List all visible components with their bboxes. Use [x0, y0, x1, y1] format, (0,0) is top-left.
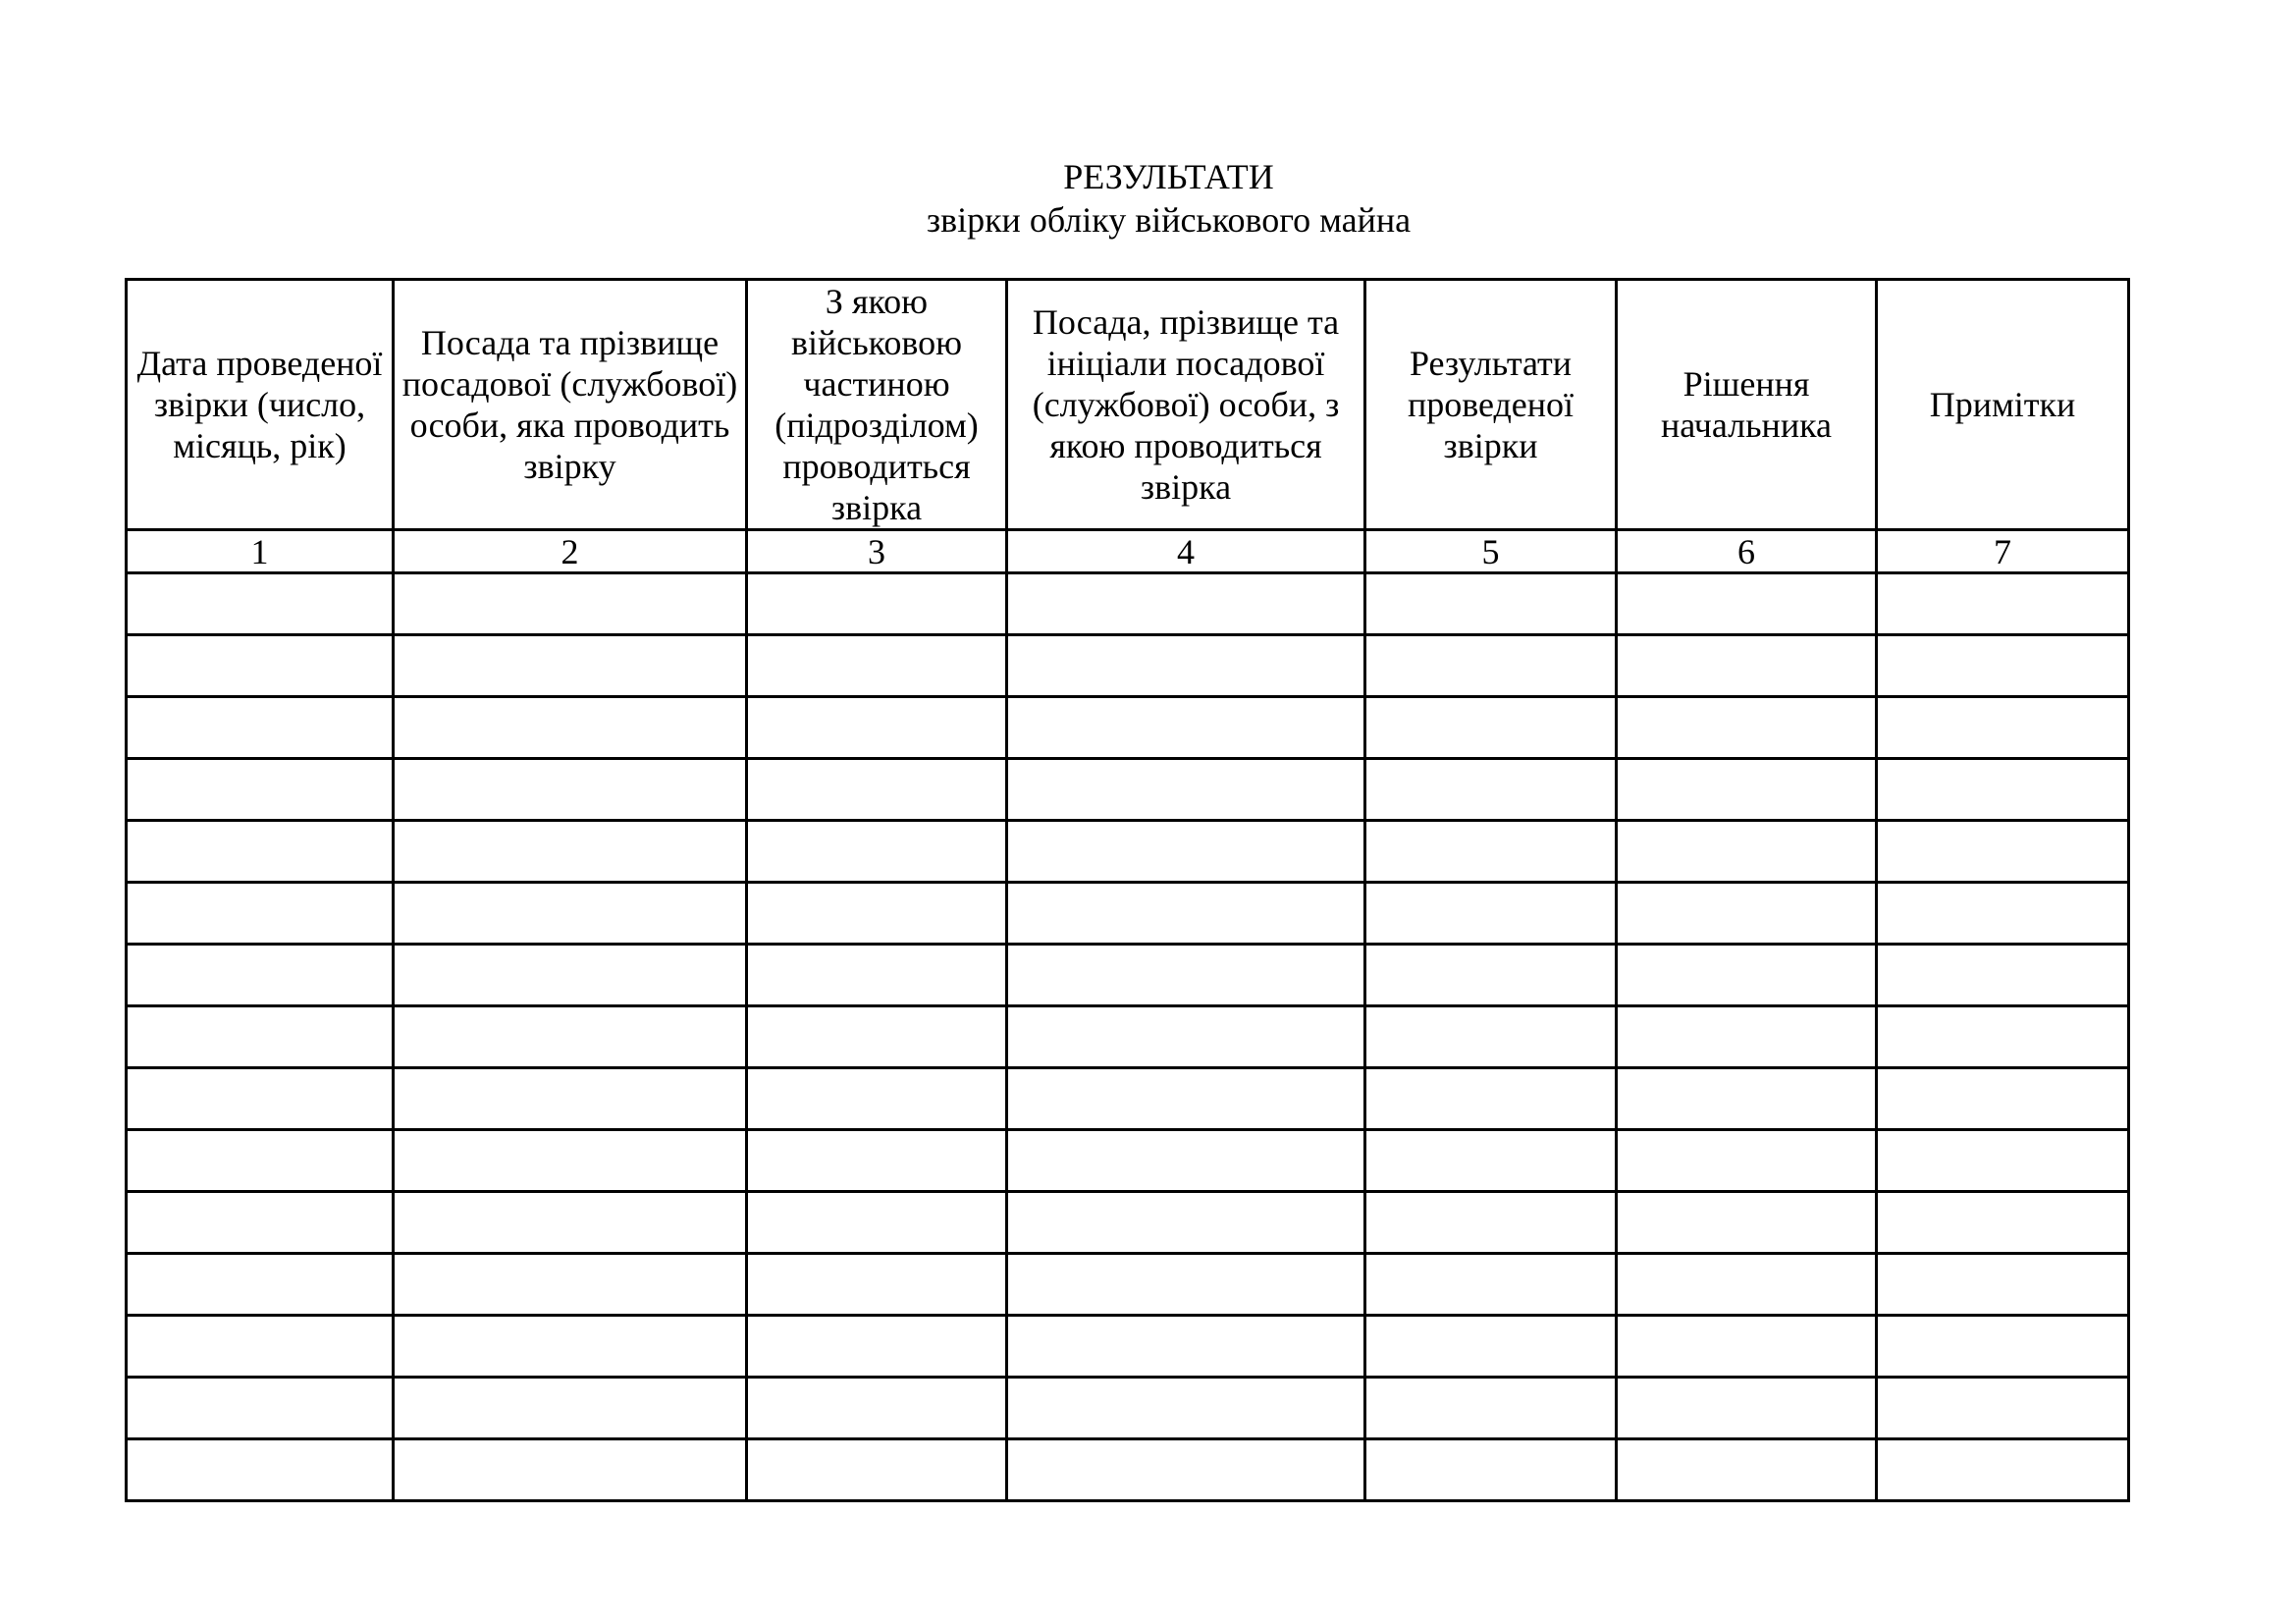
column-number: 5	[1365, 530, 1617, 573]
table-cell[interactable]	[1877, 635, 2129, 697]
table-row	[127, 1378, 2129, 1439]
table-cell[interactable]	[1877, 1130, 2129, 1192]
table-cell[interactable]	[747, 1192, 1007, 1254]
column-header-notes: Примітки	[1877, 280, 2129, 530]
table-cell[interactable]	[394, 1068, 747, 1130]
column-header-military-unit: З якою військовою частиною (підрозділом) проводиться звірка	[747, 280, 1007, 530]
table-cell[interactable]	[394, 1378, 747, 1439]
table-cell[interactable]	[747, 635, 1007, 697]
table-cell[interactable]	[747, 1316, 1007, 1378]
table-cell[interactable]	[1007, 883, 1365, 945]
table-cell[interactable]	[394, 883, 747, 945]
table-cell[interactable]	[1877, 1316, 2129, 1378]
table-row	[127, 697, 2129, 759]
table-cell[interactable]	[1877, 1378, 2129, 1439]
table-cell[interactable]	[394, 1439, 747, 1501]
table-cell[interactable]	[1007, 635, 1365, 697]
table-row	[127, 1316, 2129, 1378]
table-cell[interactable]	[747, 945, 1007, 1006]
table-cell[interactable]	[1007, 1254, 1365, 1316]
table-cell[interactable]	[1365, 1130, 1617, 1192]
table-row	[127, 1439, 2129, 1501]
table-cell[interactable]	[127, 697, 394, 759]
column-number: 7	[1877, 530, 2129, 573]
table-cell[interactable]	[394, 1006, 747, 1068]
table-row	[127, 883, 2129, 945]
table-cell[interactable]	[1617, 883, 1877, 945]
table-cell[interactable]	[1365, 945, 1617, 1006]
table-cell[interactable]	[747, 1068, 1007, 1130]
table-cell[interactable]	[747, 883, 1007, 945]
table-cell[interactable]	[127, 1316, 394, 1378]
table-cell[interactable]	[747, 1439, 1007, 1501]
table-cell[interactable]	[1877, 821, 2129, 883]
column-header-date: Дата проведеної звірки (число, місяць, рік)	[127, 280, 394, 530]
table-cell[interactable]	[127, 1378, 394, 1439]
table-cell[interactable]	[1877, 1254, 2129, 1316]
table-cell[interactable]	[1365, 697, 1617, 759]
table-cell[interactable]	[1007, 1378, 1365, 1439]
column-header-results: Результати проведеної звірки	[1365, 280, 1617, 530]
table-cell[interactable]	[747, 1130, 1007, 1192]
table-cell[interactable]	[394, 821, 747, 883]
table-cell[interactable]	[127, 945, 394, 1006]
table-cell[interactable]	[1365, 1378, 1617, 1439]
table-cell[interactable]	[127, 1439, 394, 1501]
table-cell[interactable]	[1877, 945, 2129, 1006]
table-cell[interactable]	[1365, 573, 1617, 635]
column-number: 6	[1617, 530, 1877, 573]
table-cell[interactable]	[1617, 1316, 1877, 1378]
table-cell[interactable]	[1007, 573, 1365, 635]
table-cell[interactable]	[127, 759, 394, 821]
table-cell[interactable]	[1877, 759, 2129, 821]
table-row	[127, 1130, 2129, 1192]
table-cell[interactable]	[1365, 1254, 1617, 1316]
table-cell[interactable]	[127, 635, 394, 697]
table-cell[interactable]	[1877, 1006, 2129, 1068]
table-cell[interactable]	[1617, 1439, 1877, 1501]
table-cell[interactable]	[1007, 759, 1365, 821]
table-cell[interactable]	[394, 1316, 747, 1378]
table-row	[127, 1068, 2129, 1130]
table-cell[interactable]	[1617, 635, 1877, 697]
table-cell[interactable]	[394, 945, 747, 1006]
table-cell[interactable]	[127, 1254, 394, 1316]
table-cell[interactable]	[1365, 1316, 1617, 1378]
column-header-counterpart-official: Посада, прізвище та ініціали посадової (службової) особи, з якою проводиться звірка	[1007, 280, 1365, 530]
table-cell[interactable]	[394, 1254, 747, 1316]
table-cell[interactable]	[127, 821, 394, 883]
table-cell[interactable]	[1007, 1006, 1365, 1068]
table-cell[interactable]	[747, 759, 1007, 821]
table-cell[interactable]	[394, 1192, 747, 1254]
table-cell[interactable]	[1365, 1006, 1617, 1068]
table-cell[interactable]	[1365, 759, 1617, 821]
table-cell[interactable]	[1007, 1068, 1365, 1130]
table-cell[interactable]	[1877, 573, 2129, 635]
table-row	[127, 945, 2129, 1006]
table-cell[interactable]	[1007, 1439, 1365, 1501]
table-cell[interactable]	[394, 1130, 747, 1192]
table-row	[127, 1254, 2129, 1316]
document-subtitle: звірки обліку військового майна	[926, 200, 1412, 240]
table-cell[interactable]	[1365, 635, 1617, 697]
table-row	[127, 759, 2129, 821]
table-cell[interactable]	[1617, 573, 1877, 635]
table-cell[interactable]	[1617, 945, 1877, 1006]
table-row	[127, 573, 2129, 635]
table-cell[interactable]	[1877, 1068, 2129, 1130]
table-cell[interactable]	[127, 1006, 394, 1068]
table-cell[interactable]	[127, 883, 394, 945]
table-row	[127, 1192, 2129, 1254]
table-cell[interactable]	[747, 1254, 1007, 1316]
column-number: 4	[1007, 530, 1365, 573]
table-cell[interactable]	[1617, 1254, 1877, 1316]
table-cell[interactable]	[747, 573, 1007, 635]
table-cell[interactable]	[1877, 1439, 2129, 1501]
table-cell[interactable]	[1007, 945, 1365, 1006]
table-cell[interactable]	[1617, 759, 1877, 821]
column-number: 3	[747, 530, 1007, 573]
table-cell[interactable]	[1617, 1006, 1877, 1068]
table-row	[127, 635, 2129, 697]
table-cell[interactable]	[1365, 1439, 1617, 1501]
table-cell[interactable]	[747, 821, 1007, 883]
table-row	[127, 821, 2129, 883]
table-cell[interactable]	[1007, 1316, 1365, 1378]
table-cell[interactable]	[1007, 1192, 1365, 1254]
column-number-row	[127, 530, 2129, 573]
table-cell[interactable]	[747, 1378, 1007, 1439]
table-cell[interactable]	[747, 1006, 1007, 1068]
table-body	[127, 573, 2129, 1501]
column-header-commander-decision: Рішення начальника	[1617, 280, 1877, 530]
table-cell[interactable]	[1365, 821, 1617, 883]
column-number: 2	[394, 530, 747, 573]
table-cell[interactable]	[747, 697, 1007, 759]
column-number: 1	[127, 530, 394, 573]
table-cell[interactable]	[1877, 883, 2129, 945]
table-cell[interactable]	[394, 697, 747, 759]
table-cell[interactable]	[127, 1130, 394, 1192]
table-row	[127, 1006, 2129, 1068]
table-cell[interactable]	[1617, 1192, 1877, 1254]
table-cell[interactable]	[1617, 1378, 1877, 1439]
table-cell[interactable]	[1007, 697, 1365, 759]
table-cell[interactable]	[1007, 1130, 1365, 1192]
table-cell[interactable]	[1365, 883, 1617, 945]
table-cell[interactable]	[1617, 1130, 1877, 1192]
table-cell[interactable]	[127, 573, 394, 635]
table-cell[interactable]	[1877, 697, 2129, 759]
document-title: РЕЗУЛЬТАТИ	[1063, 157, 1274, 196]
reconciliation-results-table	[125, 278, 2130, 1502]
table-cell[interactable]	[1365, 1192, 1617, 1254]
table-header-row	[127, 280, 2129, 530]
table-cell[interactable]	[127, 1192, 394, 1254]
table-cell[interactable]	[394, 635, 747, 697]
table-cell[interactable]	[394, 759, 747, 821]
table-cell[interactable]	[1617, 697, 1877, 759]
table-cell[interactable]	[127, 1068, 394, 1130]
table-cell[interactable]	[1365, 1068, 1617, 1130]
table-cell[interactable]	[1617, 821, 1877, 883]
document-title-block	[0, 155, 2296, 242]
table-cell[interactable]	[1617, 1068, 1877, 1130]
column-header-inspector: Посада та прізвище посадової (службової) особи, яка проводить звірку	[394, 280, 747, 530]
table-cell[interactable]	[1007, 821, 1365, 883]
table-cell[interactable]	[1877, 1192, 2129, 1254]
table-cell[interactable]	[394, 573, 747, 635]
